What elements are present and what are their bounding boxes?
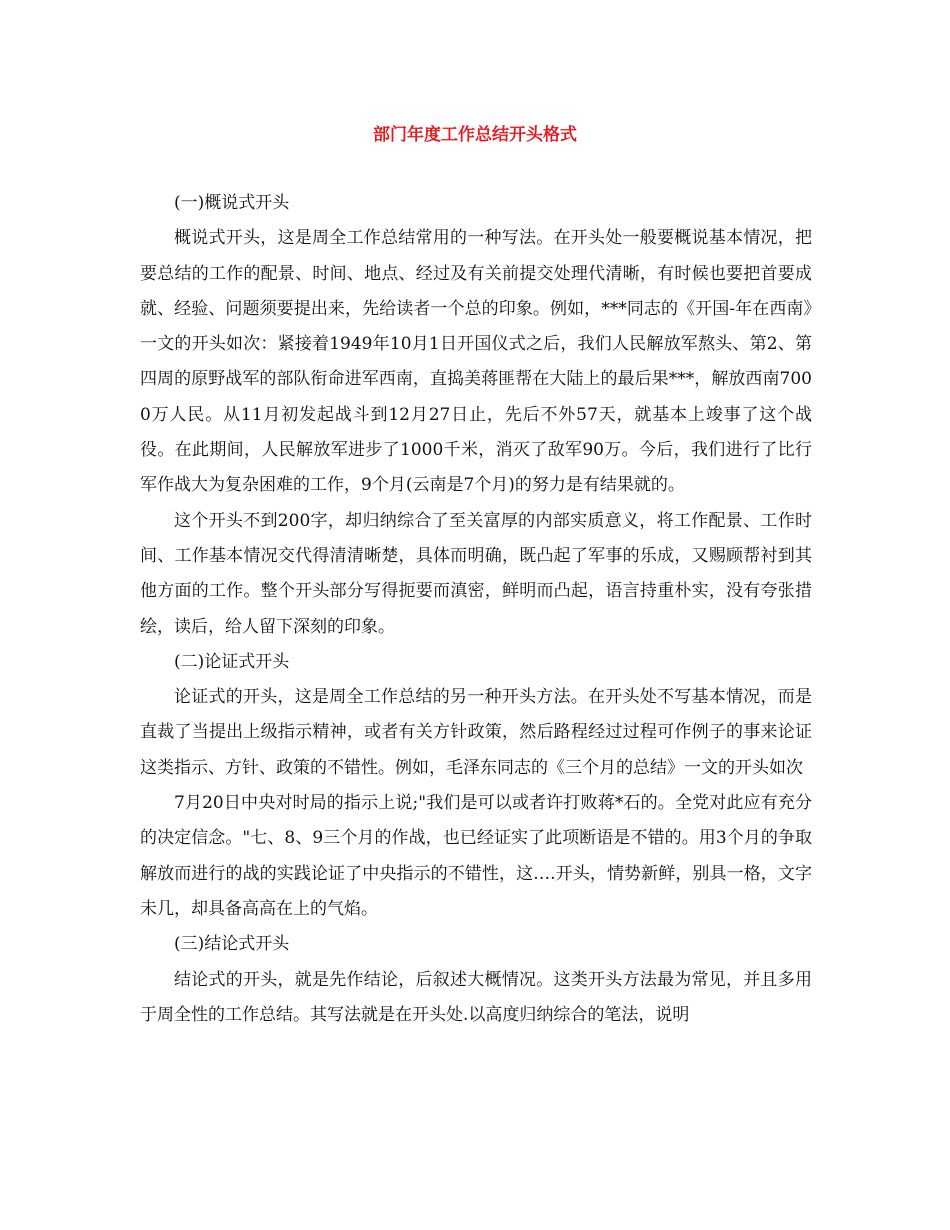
section-heading-3: (三)结论式开头 (174, 934, 290, 955)
section-heading-2: (二)论证式开头 (174, 651, 290, 672)
document-body (140, 186, 812, 1033)
paragraph: 论证式的开头，这是周全工作总结的另一种开头方法。在开头处不写基本情况，而是直裁了当提出上级指示精神，或者有关方针政策，然后路程经过过程可作例子的事来论证这类指示、方针、政策的不错性。例如，毛泽东同志的《三个月的总结》一文的开头如次 (140, 687, 812, 778)
document-title: 部门年度工作总结开头格式 (373, 125, 577, 145)
paragraph: 这个开头不到200字，却归纳综合了至关富厚的内部实质意义，将工作配景、工作时间、工作基本情况交代得清清晰楚，具体而明确，既凸起了军事的乐成，又赐顾帮衬到其他方面的工作。整个开头部分写得扼要而滇密，鲜明而凸起，语言持重朴实，没有夸张措绘，读后，给人留下深刻的印象。 (140, 510, 812, 637)
section-heading-1: (一)概说式开头 (174, 193, 290, 213)
paragraph: 结论式的开头，就是先作结论，后叙述大概情况。这类开头方法最为常见，并且多用于周全性的工作总结。其写法就是在开头处.以高度归纳综合的笔法，说明 (140, 969, 812, 1025)
paragraph: 概说式开头，这是周全工作总结常用的一种写法。在开头处一般要概说基本情况，把要总结的工作的配景、时间、地点、经过及有关前提交处理代清晰，有时候也要把首要成就、经验、问题须要提出来，先给读者一个总的印象。例如，***同志的《开国-年在西南》一文的开头如次：紧接着1949年10月1日开国仪式之后，我们人民解放军熬头、第2、第四周的原野战军的部队衔命进军西南，直捣美蒋匪帮在大陆上的最后果***，解放西南7000万人民。从11月初发起战斗到12月27日止，先后不外57天，就基本上竣事了这个战役。在此期间，人民解放军进步了1000千米，消灭了敌军90万。今后，我们进行了比行军作战大为复杂困难的工作，9个月(云南是7个月)的努力是有结果就的。 (140, 228, 812, 496)
paragraph: 7月20日中央对时局的指示上说;"我们是可以或者许打败蒋*石的。全党对此应有充分的决定信念。"七、8、9三个月的作战，也已经证实了此项断语是不错的。用3个月的争取解放而进行的战的实践论证了中央指示的不错性，这….开头，情势新鲜，别具一格，文字未几，却具备高高在上的气焰。 (140, 793, 812, 919)
